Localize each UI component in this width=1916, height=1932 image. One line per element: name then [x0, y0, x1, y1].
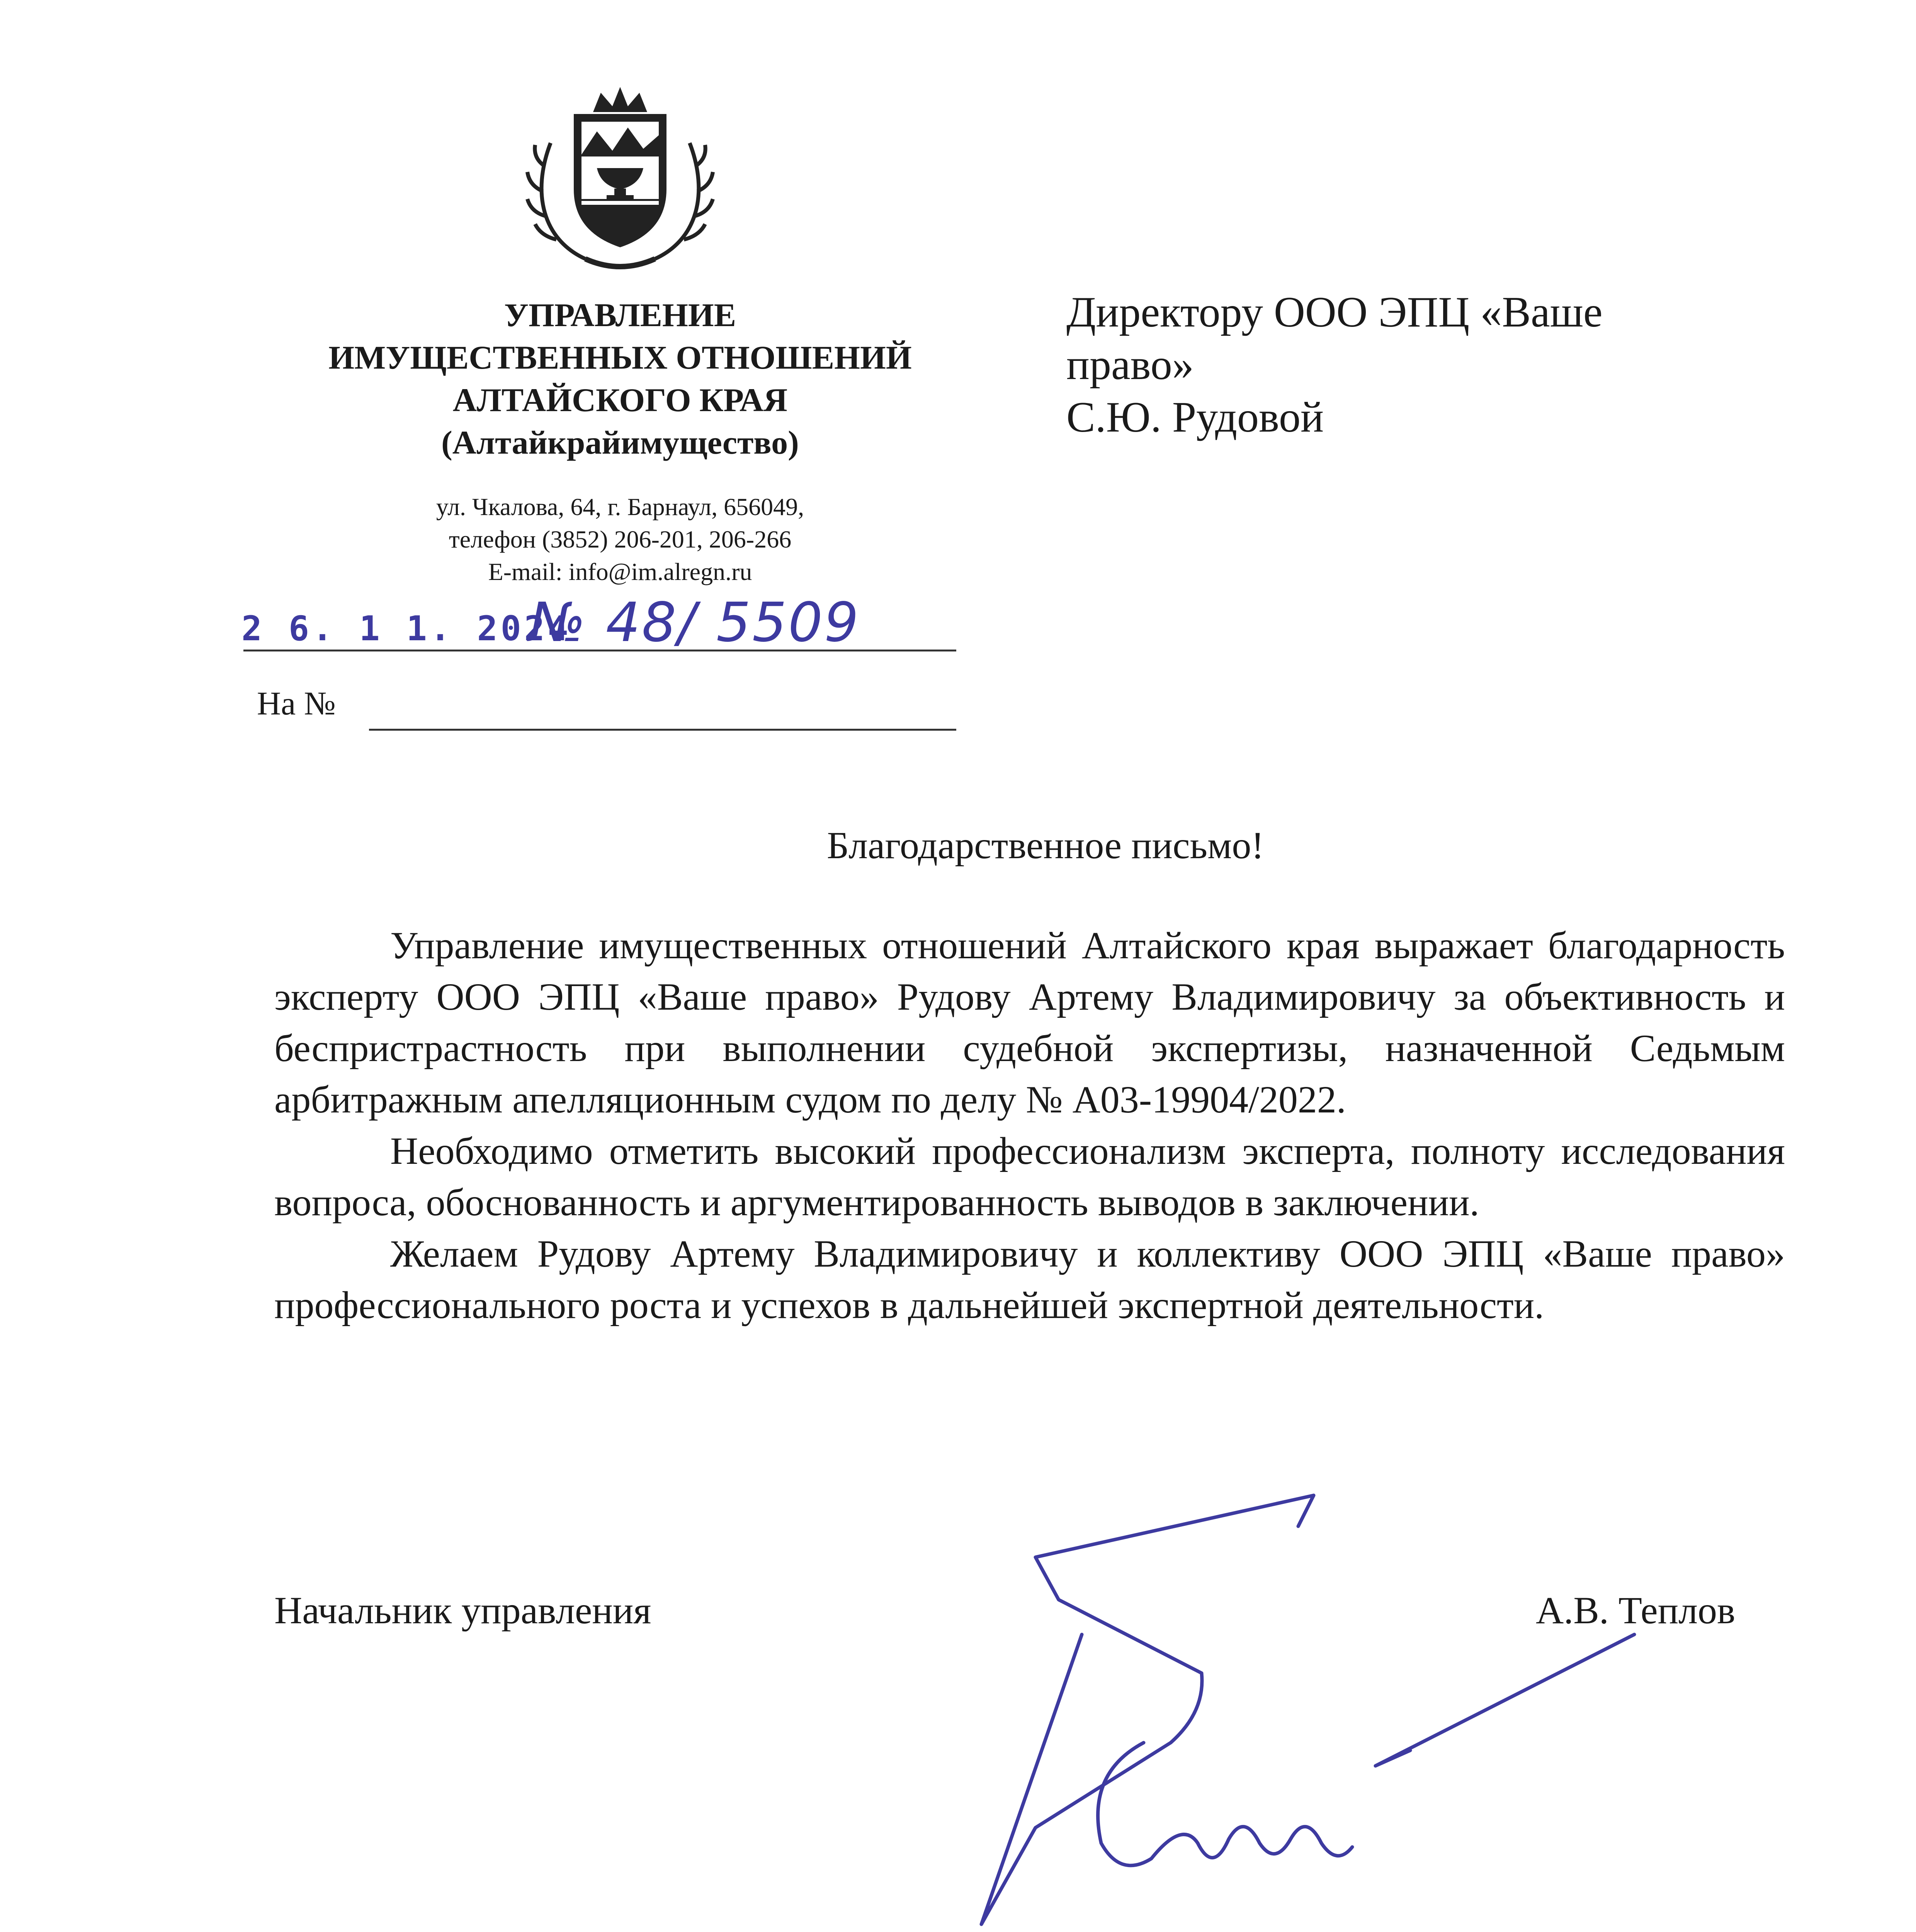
- org-name-line-2: ИМУЩЕСТВЕННЫХ ОТНОШЕНИЙ: [328, 339, 912, 376]
- addressee-line-2: право»: [1066, 341, 1194, 389]
- org-short-name: (Алтайкрайимущество): [441, 424, 799, 461]
- coat-of-arms-icon: [520, 77, 721, 278]
- signer-name: А.В. Теплов: [1536, 1589, 1736, 1632]
- organization-header: [247, 294, 993, 464]
- registration-underline: [243, 647, 956, 651]
- addressee-line-1: Директору ООО ЭПЦ «Ваше: [1066, 288, 1603, 336]
- addressee-block: [1066, 286, 1723, 444]
- letter-title: Благодарственное письмо!: [827, 824, 1264, 867]
- letter-body: [274, 920, 1785, 1331]
- reference-number-blank: [369, 726, 956, 731]
- org-address: ул. Чкалова, 64, г. Барнаул, 656049,: [436, 493, 804, 520]
- body-paragraph: Необходимо отметить высокий профессионализм эксперта, полноту исследования вопроса, обоснованность и аргументированность выводов в заключении.: [274, 1129, 1785, 1224]
- registration-date-stamp: 2 6. 1 1. 2024: [241, 609, 571, 648]
- body-paragraph: Управление имущественных отношений Алтайского края выражает благодарность эксперту ООО ЭПЦ «Ваше право» Рудову Артему Владимировичу за объективность и беспристрастность при выполнении судебной экспертизы, назначенной Седьмым арбитражным апелляционным судом по делу № А03-19904/2022.: [274, 924, 1785, 1121]
- body-paragraph: Желаем Рудову Артему Владимировичу и коллективу ООО ЭПЦ «Ваше право» профессионального роста и успехов в дальнейшей экспертной деятельности.: [274, 1232, 1785, 1327]
- org-email: E-mail: info@im.alregn.ru: [488, 558, 752, 585]
- org-name-line-3: АЛТАЙСКОГО КРАЯ: [452, 381, 788, 418]
- handwritten-signature-icon: [920, 1472, 1692, 1932]
- addressee-line-3: С.Ю. Рудовой: [1066, 393, 1324, 441]
- signer-position: Начальник управления: [274, 1589, 651, 1632]
- registration-number-handwritten: № 48/ 5509: [529, 591, 860, 654]
- org-name-line-1: УПРАВЛЕНИЕ: [504, 296, 736, 333]
- reference-number-label: На №: [257, 685, 336, 722]
- org-phone: телефон (3852) 206-201, 206-266: [449, 526, 792, 553]
- org-contacts: [309, 491, 931, 588]
